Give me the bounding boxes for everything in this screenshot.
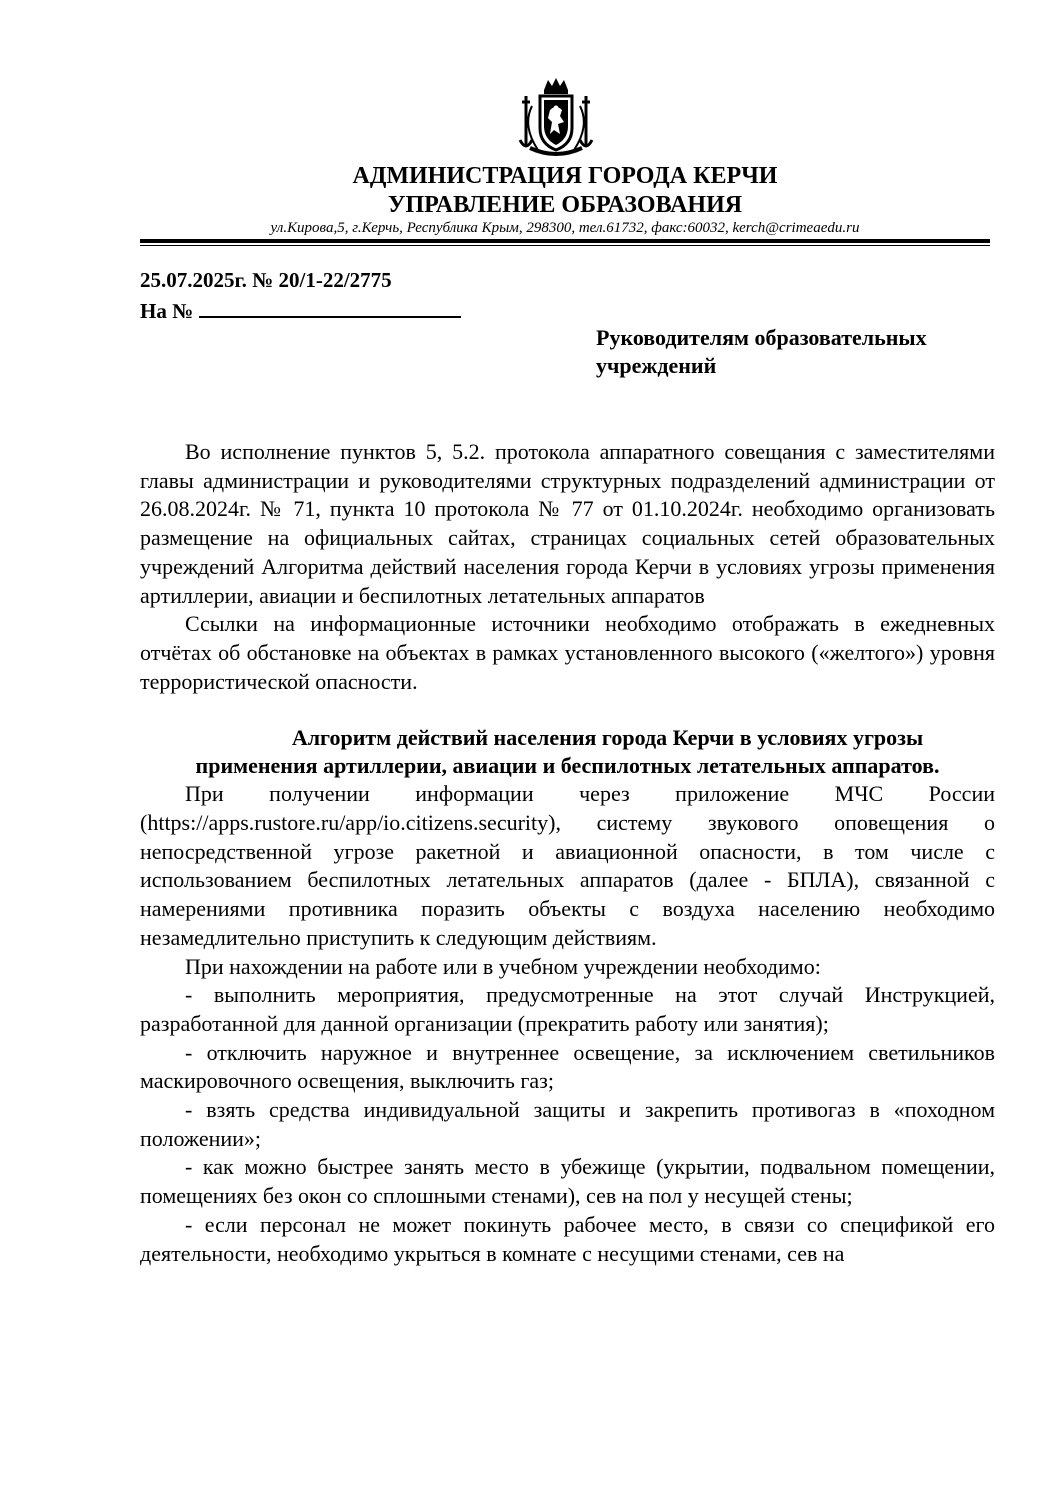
reply-to-blank-line	[199, 296, 461, 318]
department-name: УПРАВЛЕНИЕ ОБРАЗОВАНИЯ	[387, 192, 743, 218]
reply-to-number	[140, 296, 461, 325]
addressee-line: учреждений	[596, 353, 717, 378]
header-rule-thick	[140, 239, 990, 243]
header-rule-thin	[140, 245, 990, 246]
paragraph: При нахождении на работе или в учебном учреждении необходимо:	[185, 953, 821, 979]
addressee-block	[596, 324, 996, 380]
paragraph: При получении информации через приложение МЧС России (https://apps.rustore.ru/app/io.citizens.security), систему звукового оповещения о непосредственной угрозе ракетной и авиационной опасности, в том числе с использованием беспилотных летательных аппаратов (далее - БПЛА), связанной с намерениями противника поразить объекты с воздуха населению необходимо незамедлительно приступить к следующим действиям.	[140, 781, 995, 950]
list-item: - отключить наружное и внутреннее освещение, за исключением светильников маскировочного освещения, выключить газ;	[140, 1039, 995, 1094]
addressee-line: Руководителям образовательных	[596, 325, 927, 350]
section-title-line: Алгоритм действий населения города Керчи в условиях угрозы	[291, 725, 924, 751]
reply-to-label: На №	[140, 299, 194, 323]
city-coat-of-arms-icon	[516, 76, 596, 158]
organization-address: ул.Кирова,5, г.Керчь, Республика Крым, 298300, тел.61732, факс:60032, kerch@crimeaedu.ru	[270, 220, 860, 236]
list-item: - выполнить мероприятия, предусмотренные на этот случай Инструкцией, разработанной для данной организации (прекратить работу или занятия);	[140, 982, 995, 1036]
list-item: - если персонал не может покинуть рабочее место, в связи со спецификой его деятельности, необходимо укрыться в комнате с несущими стенами, сев на	[140, 1211, 995, 1266]
paragraph: Во исполнение пунктов 5, 5.2. протокола аппаратного совещания с заместителями главы администрации и руководителями структурных подразделений администрации от 26.08.2024г. № 71, пункта 10 протокола № 77 от 01.10.2024г. необходимо организовать размещение на официальных сайтах, страницах социальных сетей образовательных учреждений Алгоритма действий населения города Керчи в условиях угрозы применения артиллерии, авиации и беспилотных летательных аппаратов	[140, 439, 995, 608]
organization-name: АДМИНИСТРАЦИЯ ГОРОДА КЕРЧИ	[352, 163, 778, 189]
section-title-line: применения артиллерии, авиации и беспилотных летательных аппаратов.	[195, 753, 940, 779]
letter-body	[140, 438, 995, 1268]
section-title	[140, 724, 995, 780]
list-item: - как можно быстрее занять место в убежище (укрытии, подвальном помещении, помещениях без окон со сплошными стенами), сев на пол у несущей стены;	[140, 1154, 995, 1209]
document-date-number: 25.07.2025г. № 20/1-22/2775	[140, 268, 392, 292]
list-item: - взять средства индивидуальной защиты и закрепить противогаз в «походном положении»;	[140, 1097, 995, 1151]
paragraph: Ссылки на информационные источники необходимо отображать в ежедневных отчётах об обстановке на объектах в рамках установленного высокого («желтого») уровня террористической опасности.	[140, 611, 995, 694]
